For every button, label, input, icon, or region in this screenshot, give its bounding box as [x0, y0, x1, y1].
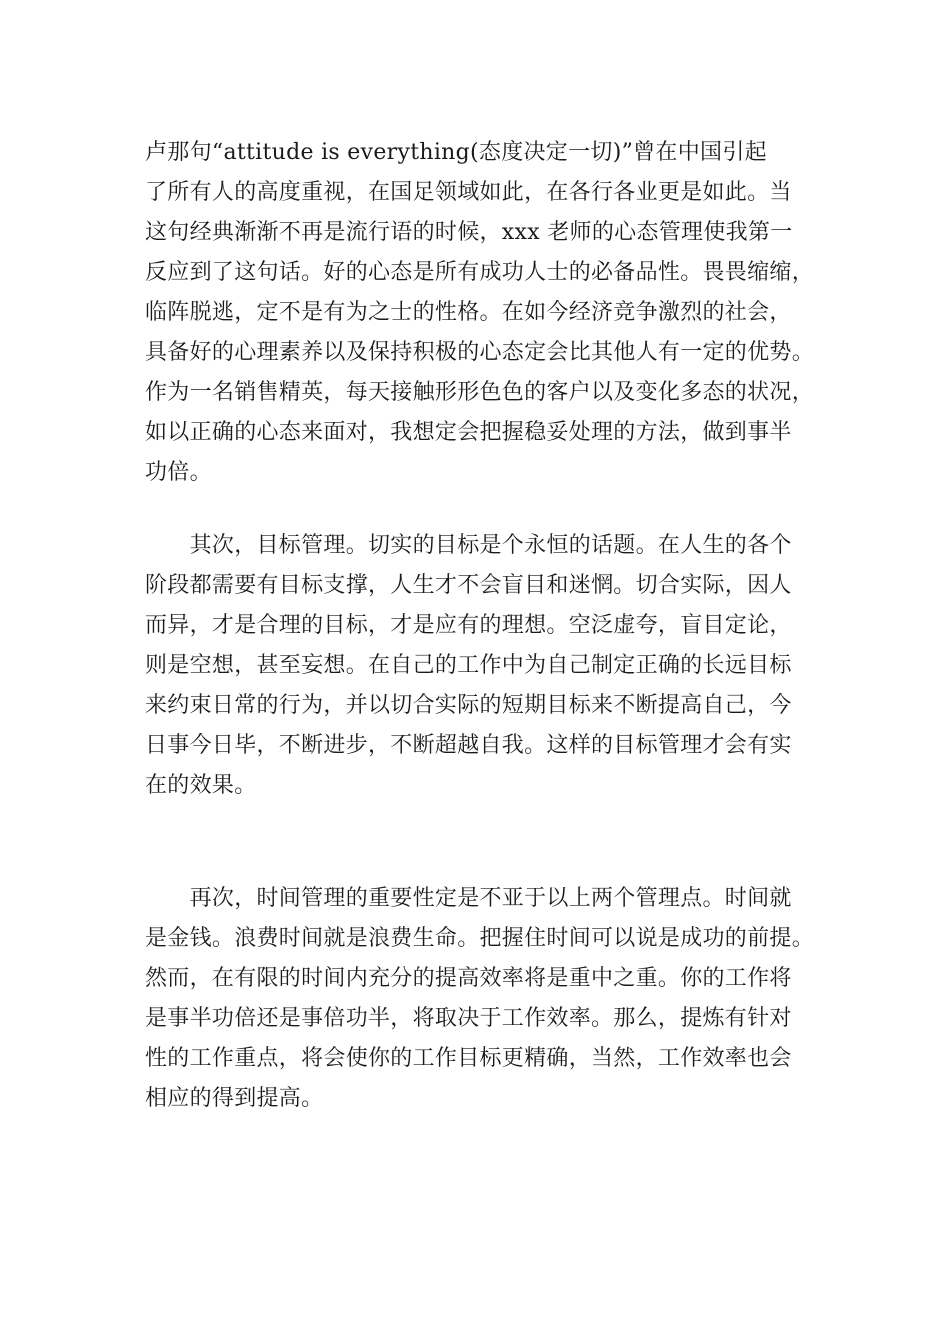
text-line: 卢那句“attitude is everything(态度决定一切)”曾在中国引起 — [145, 140, 767, 165]
text-line: 阶段都需要有目标支撑，人生才不会盲目和迷惘。切合实际，因人 — [145, 573, 792, 598]
text-line: 其次，目标管理。切实的目标是个永恒的话题。在人生的各个 — [145, 533, 792, 558]
text-line: 则是空想，甚至妄想。在自己的工作中为自己制定正确的长远目标 — [145, 653, 792, 678]
paragraph-spacing — [145, 493, 825, 526]
text-line: 在的效果。 — [145, 773, 257, 798]
text-line: 日事今日毕，不断进步，不断超越自我。这样的目标管理才会有实 — [145, 733, 792, 758]
text-line: 然而，在有限的时间内充分的提高效率将是重中之重。你的工作将 — [145, 966, 792, 991]
text-line: 而异，才是合理的目标，才是应有的理想。空泛虚夸，盲目定论， — [145, 613, 792, 638]
paragraph-time-management — [145, 879, 825, 1119]
text-line: 再次，时间管理的重要性定是不亚于以上两个管理点。时间就 — [145, 886, 792, 911]
text-line: 来约束日常的行为，并以切合实际的短期目标来不断提高自己，今 — [145, 693, 792, 718]
text-line: 了所有人的高度重视，在国足领域如此，在各行各业更是如此。当 — [145, 180, 792, 205]
text-line: 如以正确的心态来面对，我想定会把握稳妥处理的方法，做到事半 — [145, 420, 792, 445]
text-line: 这句经典渐渐不再是流行语的时候，xxx 老师的心态管理使我第一 — [145, 220, 793, 245]
text-line: 临阵脱逃，定不是有为之士的性格。在如今经济竞争激烈的社会， — [145, 300, 792, 325]
text-line: 功倍。 — [145, 460, 212, 485]
text-line: 性的工作重点，将会使你的工作目标更精确，当然，工作效率也会 — [145, 1046, 792, 1071]
text-line: 相应的得到提高。 — [145, 1086, 324, 1111]
paragraph-attitude — [145, 133, 825, 493]
text-line — [145, 806, 825, 846]
text-line: 作为一名销售精英，每天接触形形色色的客户以及变化多态的状况， — [145, 380, 815, 405]
paragraph-spacing — [145, 846, 825, 879]
text-line: 是事半功倍还是事倍功半，将取决于工作效率。那么，提炼有针对 — [145, 1006, 792, 1031]
document-body — [145, 133, 825, 1119]
paragraph-goal-management — [145, 526, 825, 846]
text-line: 是金钱。浪费时间就是浪费生命。把握住时间可以说是成功的前提。 — [145, 926, 815, 951]
text-line: 具备好的心理素养以及保持积极的心态定会比其他人有一定的优势。 — [145, 340, 815, 365]
text-line: 反应到了这句话。好的心态是所有成功人士的必备品性。畏畏缩缩， — [145, 260, 815, 285]
